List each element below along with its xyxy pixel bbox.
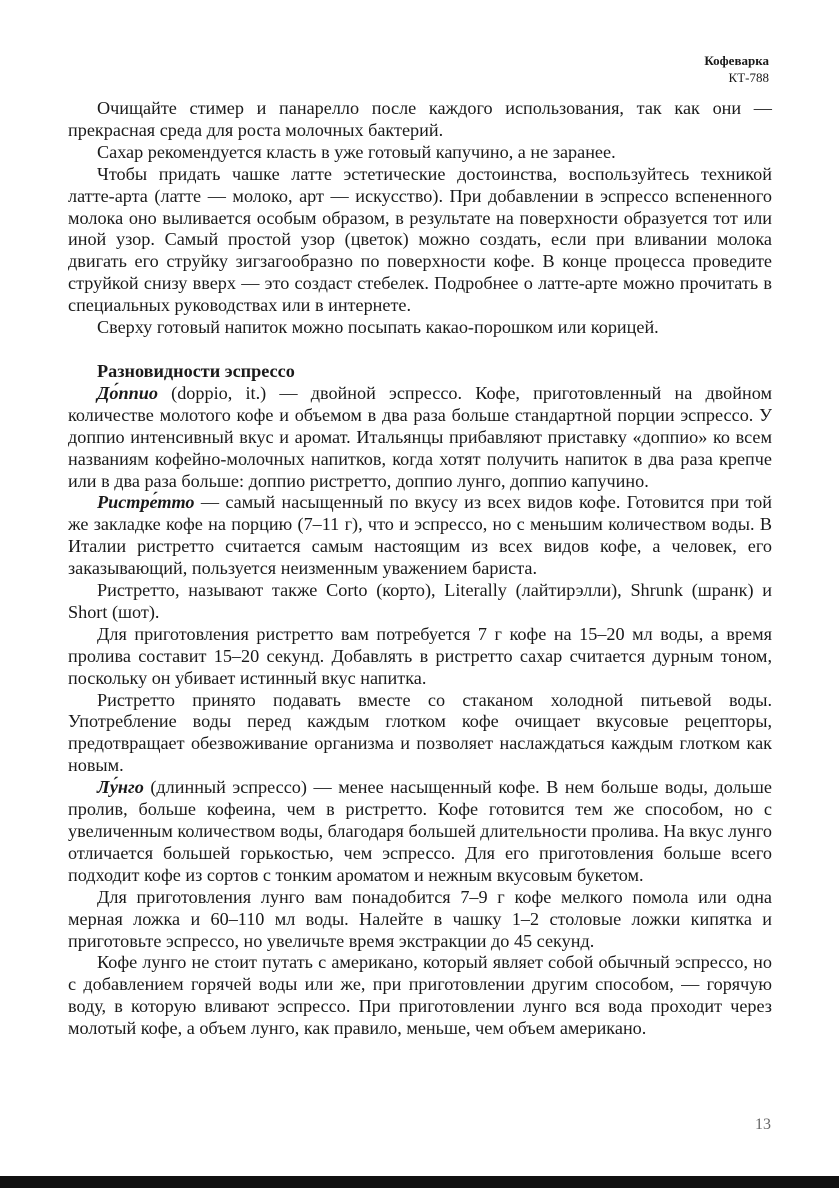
ristretto-term: Ристре́тто (97, 492, 195, 513)
section-heading: Разновидности эспрессо (97, 360, 295, 381)
doppio-text: (doppio, it.) — двойной эспрессо. Кофе, приготовленный на двойном количестве молотого кофе и объемом в два раза больше стандартной порции эспрессо. У доппио интенсивный вкус и аромат. Итальянцы прибавляют приставку «доппио» ко всем названиям кофейно-молочных напитков, когда хотят получить напиток в два раза крепче или в два раза больше: доппио ристретто, доппио лунго, доппио капучино. (68, 382, 772, 491)
page-number: 13 (755, 1116, 771, 1133)
paragraph: Для приготовления ристретто вам потребуется 7 г кофе на 15–20 мл воды, а время пролива составит 15–20 секунд. Добавлять в ристретто сахар считается дурным тоном, поскольку он убивает истинный вкус напитка. (68, 623, 772, 688)
lungo-text: (длинный эспрессо) — менее насыщенный кофе. В нем больше воды, дольше пролив, больше кофеина, чем в ристретто. Кофе готовится тем же способом, но с увеличенным количеством воды, благодаря большей длительности пролива. На вкус лунго отличается большей горькостью, чем эспрессо. Для его приготовления больше всего подходит кофе из сортов с тонким ароматом и нежным вкусовым букетом. (68, 777, 772, 885)
paragraph: Сверху готовый напиток можно посыпать какао-порошком или корицей. (97, 317, 659, 338)
paragraph: Ристретто, называют также Corto (корто), Literally (лайтирэлли), Shrunk (шранк) и Short (шот). (68, 580, 772, 622)
running-header (704, 52, 769, 86)
paragraph: Сахар рекомендуется класть в уже готовый капучино, а не заранее. (97, 141, 616, 162)
paragraph: Для приготовления лунго вам понадобится 7–9 г кофе мелкого помола или одна мерная ложка и 60–110 мл воды. Налейте в чашку 1–2 столовые ложки кипятка и приготовьте эспрессо, но увеличьте время экстракции до 45 секунд. (68, 886, 772, 951)
ristretto-text: — самый насыщенный по вкусу из всех видов кофе. Готовится при той же закладке кофе на порцию (7–11 г), что и эспрессо, но с меньшим количеством воды. В Италии ристретто считается самым настоящим из всех видов кофе, а человек, его заказывающий, пользуется неизменным уважением бариста. (68, 492, 772, 579)
page-body (68, 98, 772, 1040)
ristretto-paragraph (68, 492, 772, 580)
lungo-term: Лу́нго (97, 777, 144, 798)
paragraph: Чтобы придать чашке латте эстетические достоинства, воспользуйтесь техникой латте-арта (латте — молоко, арт — искусство). При добавлении в эспрессо вспененного молока оно выливается особым образом, в результате на поверхности образуется тот или иной узор. Самый простой узор (цветок) можно создать, если при вливании молока двигать его струйку зигзагообразно по поверхности кофе. В конце процесса проведите струйкой снизу вверх — это создаст стебелек. Подробнее о латте-арте можно прочитать в специальных руководствах или в интернете. (68, 163, 772, 316)
doppio-paragraph (68, 383, 772, 493)
lungo-paragraph (68, 777, 772, 887)
header-model: КТ-788 (728, 70, 769, 85)
paragraph: Ристретто принято подавать вместе со стаканом холодной питьевой воды. Употребление воды перед каждым глотком кофе очищает вкусовые рецепторы, предотвращает обезвоживание организма и позволяет наслаждаться каждым глотком как новым. (68, 689, 772, 776)
doppio-term: До́ппио (97, 382, 158, 403)
paragraph: Кофе лунго не стоит путать с американо, который являет собой обычный эспрессо, но с добавлением горячей воды или же, при приготовлении другим способом, — горячую воду, в которую вливают эспрессо. При приготовлении лунго вся вода проходит через молотый кофе, а объем лунго, как правило, меньше, чем объем американо. (68, 952, 772, 1039)
bottom-edge-bar (0, 1176, 839, 1188)
header-title: Кофеварка (704, 53, 769, 68)
paragraph: Очищайте стимер и панарелло после каждого использования, так как они — прекрасная среда для роста молочных бактерий. (68, 98, 772, 140)
